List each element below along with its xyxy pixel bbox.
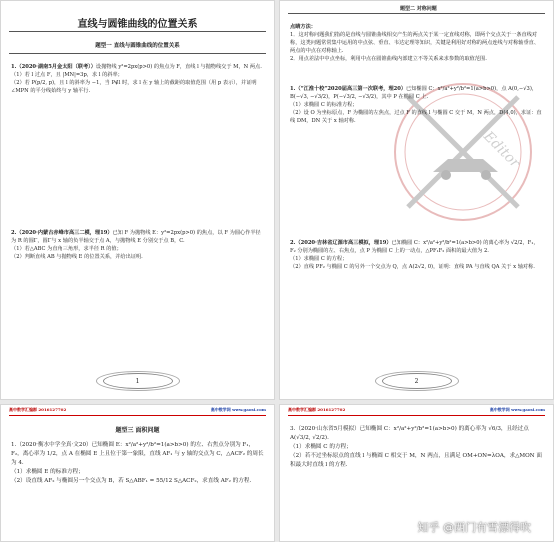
- question-tag: 1.（2020·湖南5月金太阳（联考））: [11, 64, 96, 70]
- header-left: 高中数学汇编群 2016127702: [9, 407, 67, 412]
- question-tag: 2.（2020·吉林省辽源市高三模拟，理19）: [290, 240, 392, 246]
- subquestion: （2）若 P(p/2, p)，且 l 的斜率为 −1，当 P∉l 时，求 l 在 y 轴上的截距的取值范围（用 p 表示），并证明 ∠MPN 的平分线始终与 y 轴平行.: [11, 80, 257, 94]
- question-tag: 2.（2020·内蒙古赤峰市高三二模，理19）: [11, 230, 113, 236]
- divider: [9, 53, 266, 54]
- document-page-2: [279, 0, 554, 400]
- subquestion: （2）设 O 为坐标原点，F 为椭圆的左焦点，过点 F 的直线 l 与椭圆 C 交于 M，N 两点，D(4,0)，求证：直线 DM，DN 关于 x 轴对称.: [290, 110, 542, 124]
- subquestion: （1）求椭圆 E 的标准方程；: [11, 469, 84, 475]
- subquestion: （1）求椭圆 C 的标准方程；: [290, 102, 358, 108]
- question-3: [290, 425, 543, 470]
- subquestion: （2）判断直线 AB 与抛物线 E 的位置关系，并给出证明.: [11, 254, 143, 260]
- question-tag: 1.（“江淮十校”2020届高三第一次联考，理20）: [290, 86, 407, 92]
- question-text: 3.（2020·山东省5月模拟）已知椭圆 C：x²/a²+y²/b²=1(a>b>0) 的离心率为 √6/3，且经过点 A(√3/2, √2/2).: [290, 426, 529, 441]
- question-text: 已知椭圆 C：x²/a²+y²/b²=1(a>b>0)，点 A(0,−√3)，B(−√3, −√3/2)，P(−√3/2, −√3/2)，其中 P 在椭圆 C 上.: [290, 86, 538, 100]
- page-number: 1: [135, 378, 140, 385]
- page-header: [9, 407, 266, 414]
- subquestion: （2）若不过坐标原点的直线 l 与椭圆 C 相交于 M，N 两点，且满足 OM+ON=λOA，求△MON 面积最大时直线 l 的方程.: [290, 453, 542, 468]
- subquestion: （1）求椭圆 C 的方程；: [290, 256, 348, 262]
- question-1: [290, 85, 543, 125]
- header-right: 高中数学网 www.gaosi.com: [489, 407, 545, 412]
- question-1: [11, 63, 264, 95]
- subquestion: （2）直线 PF₂ 与椭圆 C 的另外一个交点为 Q，点 A(2√2, 0)，证明：直线 PA 与直线 QA 关于 x 轴对称.: [290, 264, 535, 270]
- document-page-3: [0, 404, 275, 542]
- question-1: [11, 441, 264, 486]
- divider: [288, 13, 545, 14]
- page-title: 直线与圆锥曲线的位置关系: [77, 19, 198, 30]
- subquestion: （1）求椭圆 C 的方程；: [290, 444, 352, 450]
- brand-watermark: 知乎 @西门有雪漂得吹: [417, 521, 531, 534]
- watermark-text: Editor: [480, 128, 523, 172]
- question-text: 已知 F 为抛物线 E：y²=2px(p>0) 的焦点，以 F 为圆心作半径为 R 的圆Γ，圆Γ与 x 轴的负半轴交于点 A，与抛物线 E 分别交于点 B，C.: [11, 230, 261, 244]
- method-point: 2．用点差法中中点坐标，利用中点在圆锥曲线内部建立不等关系来求参数的取值范围.: [290, 56, 487, 62]
- page-number: 2: [414, 378, 419, 385]
- document-page-1: [0, 0, 275, 400]
- page-header: [288, 407, 545, 414]
- section-heading: 题型三 面积问题: [115, 427, 160, 434]
- header-right: 高中数学网 www.gaosi.com: [210, 407, 266, 412]
- method-notes: [290, 23, 543, 63]
- section-heading: 题型一 直线与圆锥曲线的位置关系: [95, 43, 180, 49]
- question-text: 设抛物线 y²=2px(p>0) 的焦点为 F，直线 l 与抛物线交于 M，N 两点.: [95, 64, 262, 70]
- method-label: 点睛方法：: [290, 24, 316, 30]
- document-page-4: [279, 404, 554, 542]
- question-2: [290, 239, 543, 271]
- question-text: 已知椭圆 C：x²/a²+y²/b²=1(a>b>0) 的离心率为 √2/2，F₁，F₂ 分别为椭圆的左、右焦点，点 P 为椭圆 C 上的一动点，△PF₁F₂ 面积的最大值为 2.: [290, 240, 539, 254]
- divider: [9, 31, 266, 32]
- question-2: [11, 229, 264, 261]
- method-point: 1．这对称问题我们指的是直线与圆锥曲线相交产生的两点关于某一定直线对称，即两个交点关于一条直线对称，这类问题常常集中运用的中点弦、垂直、韦达定理等知识，关键是利用好对称的两点连线与对称轴垂直、两点的中点在对称轴上.: [290, 32, 540, 54]
- subquestion: （2）设直线 AF₂ 与椭圆另一个交点为 B，若 S△ABF₁ = 55/12 S△ACF₂，求直线 AF₂ 的方程.: [11, 478, 252, 484]
- divider: [288, 415, 545, 416]
- subquestion: （1）若 l 过点 F，且 |MN|=3p，求 l 的斜率；: [11, 72, 123, 78]
- divider: [9, 415, 266, 416]
- subquestion: （1）若△ABC 为直角三角形，求半径 R 的值；: [11, 246, 122, 252]
- header-left: 高中数学汇编群 2016127702: [288, 407, 346, 412]
- page-header: 题型二 对称问题: [400, 6, 437, 12]
- question-text: 1.（2020·衡水中学全真·文20）已知椭圆 E：x²/a²+y²/b²=1(a>b>0) 的左、右焦点分别为 F₁，F₂，离心率为 1/2，点 A 在椭圆 E 上且位于第一象限，直线 AF₁ 与 y 轴的交点为 C，△ACF₂ 的周长为 4.: [11, 442, 264, 466]
